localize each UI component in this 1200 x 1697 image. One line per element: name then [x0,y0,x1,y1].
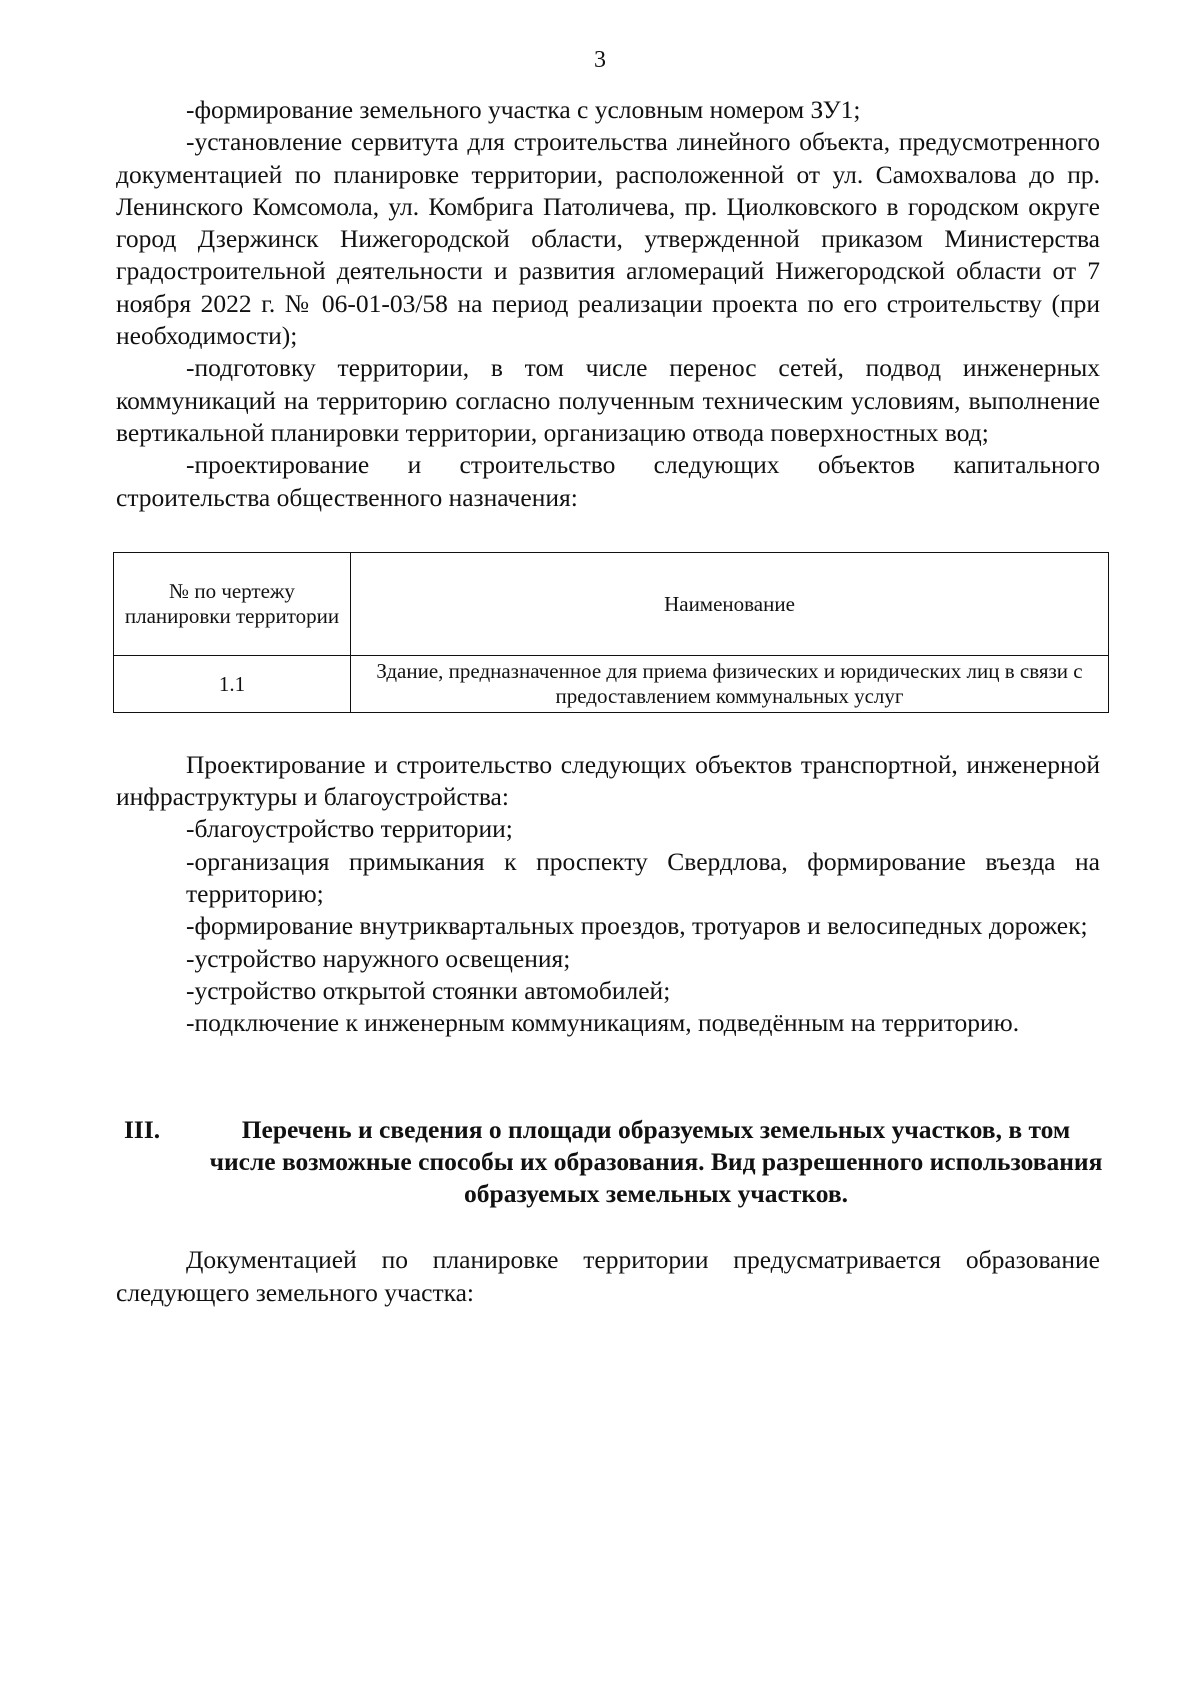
infra-item: -формирование внутриквартальных проездов, тротуаров и велосипедных дорожек; [186,911,1088,941]
infra-item: -устройство открытой стоянки автомобилей; [186,975,671,1005]
infra-item: -устройство наружного освещения; [186,943,571,973]
intro-item: -установление сервитута для строительства линейного объекта, предусмотренного документацией по планировке территории, расположенной от ул. Самохвалова до пр. Ленинского Комсомола, ул. Комбрига Патоличева, пр. Циолковского в городском округе город Дзержинск Нижегородской области, утвержденной приказом Министерства градостроительной деятельности и развития агломераций Нижегородской области от 7 ноября 2022 г. № 06-01-03/58 на период реализации проекта по его строительству (при необходимости); [116,127,1100,351]
table-header-number: № по чертежу планировки территории [114,552,351,655]
table-cell-name: Здание, предназначенное для приема физических и юридических лиц в связи с предоставлением коммунальных услуг [351,655,1109,712]
intro-item: -подготовку территории, в том числе перенос сетей, подвод инженерных коммуникаций на территорию согласно полученным техническим условиям, выполнение вертикальной планировки территории, организацию отвода поверхностных вод; [116,353,1100,447]
infra-item: -подключение к инженерным коммуникациям, подведённым на территорию. [186,1008,1020,1038]
section-number: III. [124,1114,161,1144]
infra-item: -благоустройство территории; [186,814,513,844]
table-row [114,655,1109,712]
table-header-row [114,552,1109,655]
closing-paragraph: Документацией по планировке территории предусматривается образование следующего земельного участка: [116,1245,1100,1307]
document-body [116,94,1103,1309]
objects-table [113,552,1109,713]
intro-item: -проектирование и строительство следующих объектов капитального строительства общественного назначения: [116,450,1100,512]
section-heading [116,1114,1103,1211]
table-cell-number: 1.1 [114,655,351,712]
section-title: Перечень и сведения о площади образуемых земельных участков, в том числе возможные способы их образования. Вид разрешенного использования образуемых земельных участков. [209,1114,1103,1209]
infra-intro: Проектирование и строительство следующих объектов транспортной, инженерной инфраструктуры и благоустройства: [116,749,1100,812]
page-number: 3 [594,47,606,73]
table-header-name: Наименование [351,552,1109,655]
infra-item: -организация примыкания к проспекту Свердлова, формирование въезда на территорию; [186,846,1100,909]
intro-item: -формирование земельного участка с условным номером ЗУ1; [186,95,861,124]
